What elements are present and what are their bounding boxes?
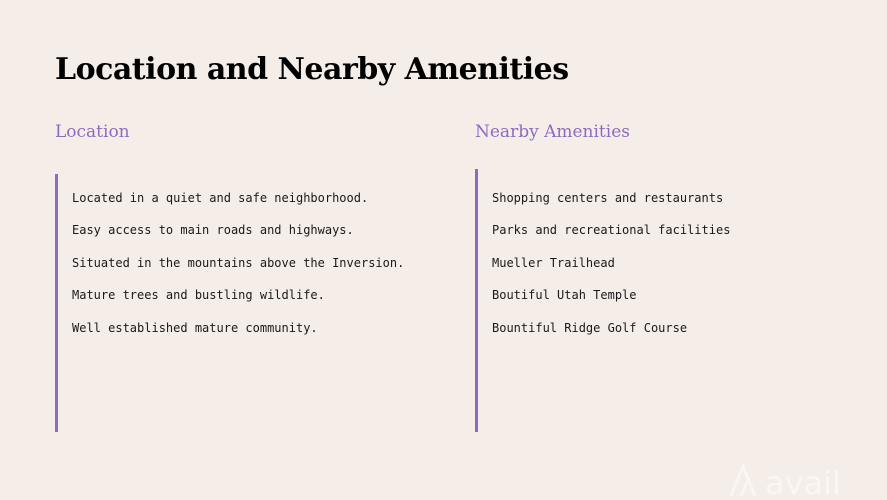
avail-logo-watermark [727,460,887,500]
amenities-list [492,190,730,352]
list-item: Mueller Trailhead [492,255,615,270]
amenities-heading: Nearby Amenities [475,122,630,142]
list-item: Easy access to main roads and highways. [72,223,354,238]
amenities-column [475,122,855,335]
slide-title: Location and Nearby Amenities [55,52,569,87]
list-item: Parks and recreational facilities [492,223,731,238]
location-column [55,122,435,335]
location-accent-bar [55,174,428,432]
amenities-accent-bar [475,169,848,432]
list-item: Shopping centers and restaurants [492,191,724,205]
list-item: Boutiful Utah Temple [492,288,637,303]
list-item: Situated in the mountains above the Inversion. [72,255,405,270]
location-heading: Location [55,122,130,142]
list-item: Bountiful Ridge Golf Course [492,320,688,335]
list-item: Located in a quiet and safe neighborhood. [72,191,369,205]
location-list [72,190,404,352]
list-item: Well established mature community. [72,320,318,335]
watermark-text: avail [765,464,841,500]
list-item: Mature trees and bustling wildlife. [72,288,325,303]
